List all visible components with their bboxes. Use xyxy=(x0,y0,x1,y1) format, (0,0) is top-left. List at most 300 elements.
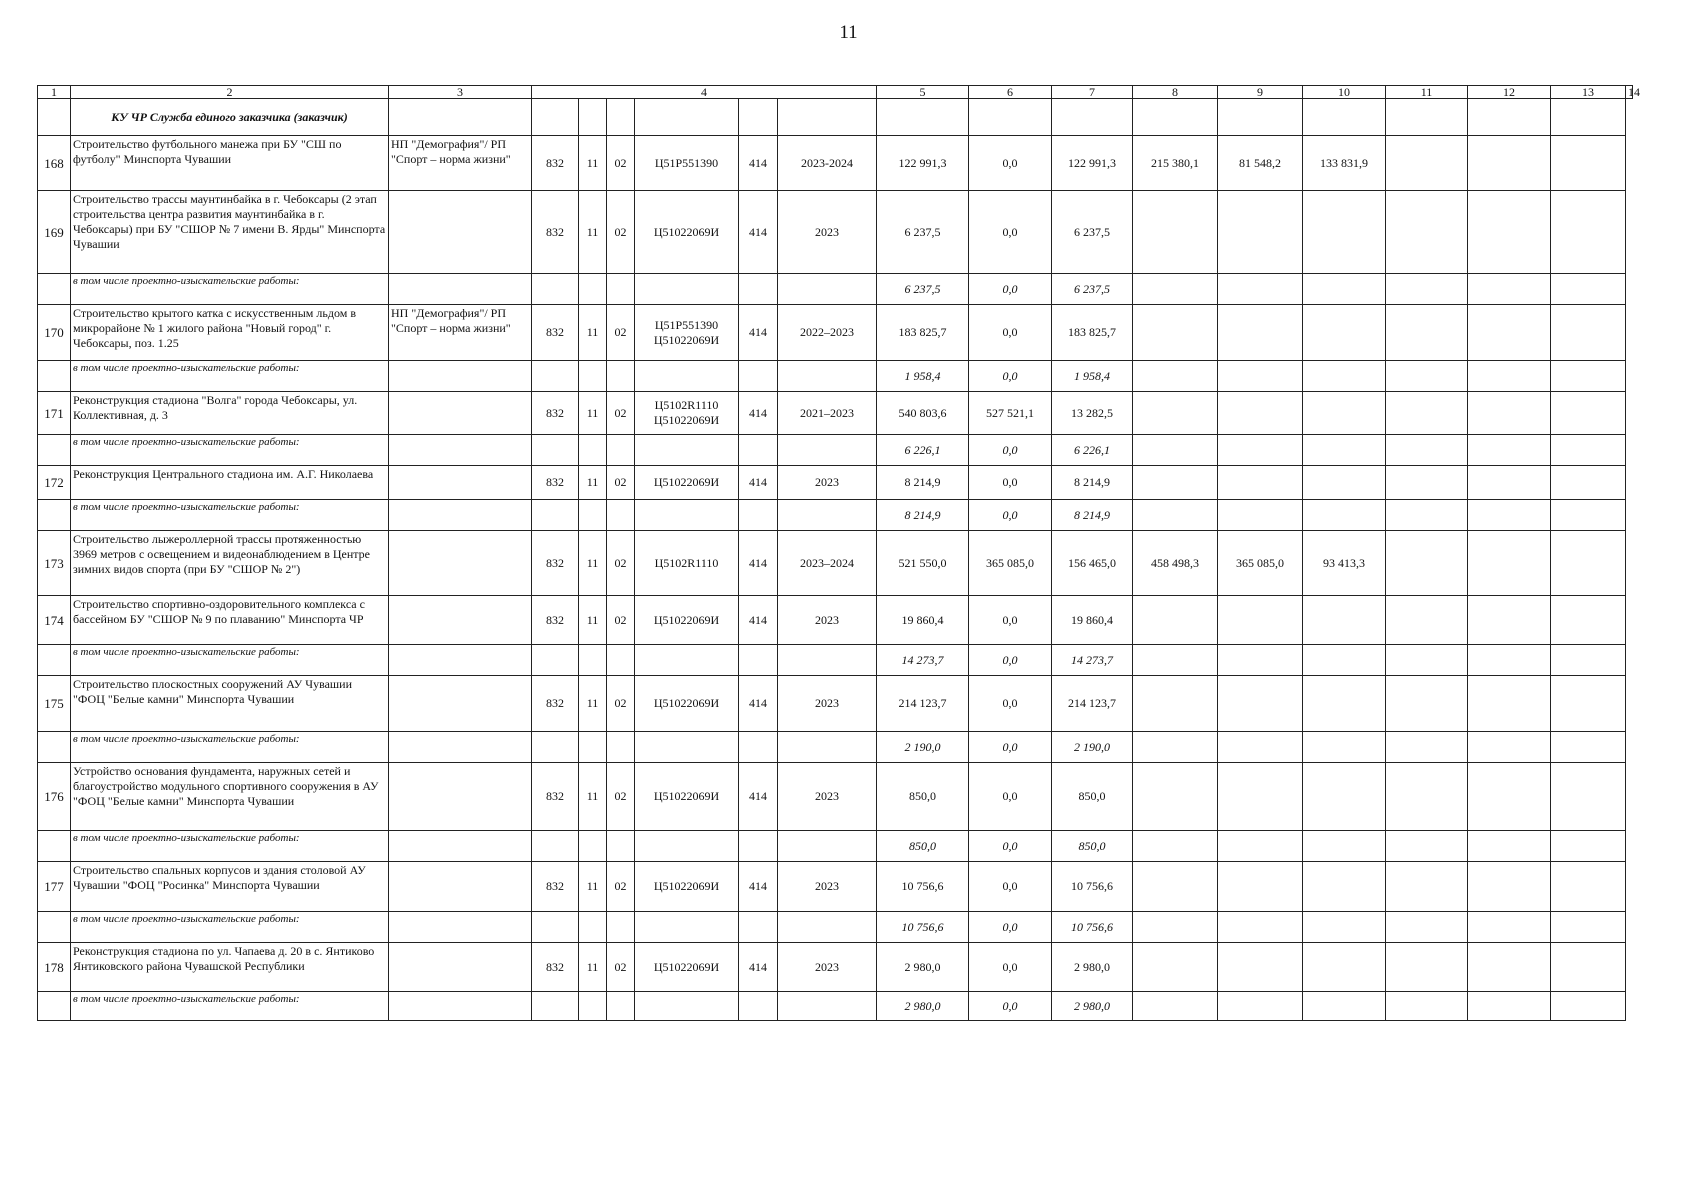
empty-cell xyxy=(969,99,1052,136)
organization-title: КУ ЧР Служба единого заказчика (заказчик) xyxy=(71,99,389,136)
empty-cell xyxy=(739,361,778,392)
subtotal-row xyxy=(38,992,1633,1021)
cell-subsection: 02 xyxy=(607,305,635,361)
empty-cell xyxy=(532,992,579,1021)
empty-cell xyxy=(739,500,778,531)
cell-target: Ц51Р551390 Ц51022069И xyxy=(635,305,739,361)
empty-cell xyxy=(1468,912,1551,943)
column-number: 4 xyxy=(532,86,877,99)
cell-c12 xyxy=(1386,596,1468,645)
column-number: 3 xyxy=(389,86,532,99)
project-row xyxy=(38,676,1633,732)
amount-c8: 6 226,1 xyxy=(1052,435,1133,466)
empty-cell xyxy=(635,831,739,862)
empty-cell xyxy=(1052,99,1133,136)
cell-years: 2023 xyxy=(778,466,877,500)
project-row xyxy=(38,305,1633,361)
empty-cell xyxy=(1551,732,1626,763)
empty-cell xyxy=(877,99,969,136)
empty-cell xyxy=(607,831,635,862)
cell-c8: 156 465,0 xyxy=(1052,531,1133,596)
empty-cell xyxy=(635,992,739,1021)
program-name: НП "Демография"/ РП "Спорт – норма жизни" xyxy=(389,136,532,191)
empty-cell xyxy=(579,274,607,305)
cell-ministry: 832 xyxy=(532,596,579,645)
empty-cell xyxy=(607,645,635,676)
empty-cell xyxy=(579,992,607,1021)
cell-c12 xyxy=(1386,136,1468,191)
cell-c7: 365 085,0 xyxy=(969,531,1052,596)
cell-c8: 13 282,5 xyxy=(1052,392,1133,435)
cell-c11: 93 413,3 xyxy=(1303,531,1386,596)
cell-c14 xyxy=(1551,943,1626,992)
cell-subsection: 02 xyxy=(607,763,635,831)
cell-expense: 414 xyxy=(739,763,778,831)
program-name xyxy=(389,943,532,992)
cell-section: 11 xyxy=(579,191,607,274)
empty-cell xyxy=(579,435,607,466)
empty-cell xyxy=(1218,645,1303,676)
empty-cell xyxy=(635,500,739,531)
subtotal-row xyxy=(38,732,1633,763)
row-number: 171 xyxy=(38,392,71,435)
empty-cell xyxy=(1303,99,1386,136)
empty-cell xyxy=(579,500,607,531)
amount-c6: 14 273,7 xyxy=(877,645,969,676)
cell-ministry: 832 xyxy=(532,531,579,596)
empty-cell xyxy=(532,732,579,763)
cell-subsection: 02 xyxy=(607,136,635,191)
cell-c7: 0,0 xyxy=(969,676,1052,732)
empty-cell xyxy=(38,912,71,943)
empty-cell xyxy=(1133,274,1218,305)
empty-cell xyxy=(778,500,877,531)
cell-ministry: 832 xyxy=(532,763,579,831)
empty-cell xyxy=(1303,274,1386,305)
amount-c7: 0,0 xyxy=(969,645,1052,676)
empty-cell xyxy=(607,912,635,943)
cell-section: 11 xyxy=(579,305,607,361)
row-number: 174 xyxy=(38,596,71,645)
subtotal-row xyxy=(38,361,1633,392)
empty-cell xyxy=(579,645,607,676)
empty-cell xyxy=(778,912,877,943)
cell-c14 xyxy=(1551,305,1626,361)
amount-c6: 1 958,4 xyxy=(877,361,969,392)
cell-subsection: 02 xyxy=(607,466,635,500)
cell-c13 xyxy=(1468,136,1551,191)
empty-cell xyxy=(38,435,71,466)
amount-c6: 2 190,0 xyxy=(877,732,969,763)
empty-cell xyxy=(532,645,579,676)
empty-cell xyxy=(38,274,71,305)
cell-target: Ц51022069И xyxy=(635,676,739,732)
cell-c13 xyxy=(1468,596,1551,645)
subtotal-label: в том числе проектно-изыскательские работы: xyxy=(71,274,389,305)
empty-cell xyxy=(1386,361,1468,392)
empty-cell xyxy=(579,912,607,943)
empty-cell xyxy=(38,732,71,763)
cell-c9 xyxy=(1133,305,1218,361)
cell-c9 xyxy=(1133,943,1218,992)
cell-section: 11 xyxy=(579,943,607,992)
empty-cell xyxy=(1303,500,1386,531)
amount-c6: 2 980,0 xyxy=(877,992,969,1021)
empty-cell xyxy=(532,500,579,531)
empty-cell xyxy=(1551,361,1626,392)
cell-years: 2023 xyxy=(778,676,877,732)
program-name xyxy=(389,763,532,831)
cell-years: 2023-2024 xyxy=(778,136,877,191)
cell-subsection: 02 xyxy=(607,531,635,596)
program-name xyxy=(389,676,532,732)
cell-c14 xyxy=(1551,763,1626,831)
cell-c9 xyxy=(1133,596,1218,645)
subtotal-label: в том числе проектно-изыскательские работы: xyxy=(71,831,389,862)
cell-subsection: 02 xyxy=(607,596,635,645)
empty-cell xyxy=(1218,435,1303,466)
project-row xyxy=(38,392,1633,435)
cell-c9 xyxy=(1133,191,1218,274)
cell-c13 xyxy=(1468,676,1551,732)
cell-expense: 414 xyxy=(739,531,778,596)
empty-cell xyxy=(579,99,607,136)
empty-cell xyxy=(1468,274,1551,305)
empty-cell xyxy=(1468,99,1551,136)
cell-c12 xyxy=(1386,862,1468,912)
program-name xyxy=(389,191,532,274)
empty-cell xyxy=(607,435,635,466)
project-name: Строительство спальных корпусов и здания столовой АУ Чувашии "ФОЦ "Росинка" Минспорта Чувашии xyxy=(71,862,389,912)
cell-subsection: 02 xyxy=(607,676,635,732)
column-number-row xyxy=(38,86,1633,99)
cell-subsection: 02 xyxy=(607,191,635,274)
cell-ministry: 832 xyxy=(532,136,579,191)
amount-c7: 0,0 xyxy=(969,274,1052,305)
cell-c11 xyxy=(1303,305,1386,361)
project-row xyxy=(38,763,1633,831)
cell-c9 xyxy=(1133,466,1218,500)
cell-c8: 183 825,7 xyxy=(1052,305,1133,361)
project-row xyxy=(38,531,1633,596)
cell-target: Ц51022069И xyxy=(635,191,739,274)
empty-cell xyxy=(38,831,71,862)
cell-c10 xyxy=(1218,943,1303,992)
project-row xyxy=(38,943,1633,992)
empty-cell xyxy=(1303,912,1386,943)
empty-cell xyxy=(1133,831,1218,862)
empty-cell xyxy=(778,831,877,862)
cell-c11 xyxy=(1303,862,1386,912)
empty-cell xyxy=(739,435,778,466)
column-number: 1 xyxy=(38,86,71,99)
subtotal-label: в том числе проектно-изыскательские работы: xyxy=(71,500,389,531)
cell-c12 xyxy=(1386,943,1468,992)
subtotal-row xyxy=(38,500,1633,531)
column-number: 14 xyxy=(1626,86,1633,99)
program-name xyxy=(389,596,532,645)
amount-c7: 0,0 xyxy=(969,361,1052,392)
cell-c6: 8 214,9 xyxy=(877,466,969,500)
empty-cell xyxy=(1303,435,1386,466)
empty-cell xyxy=(1386,732,1468,763)
cell-c10: 81 548,2 xyxy=(1218,136,1303,191)
empty-cell xyxy=(38,645,71,676)
cell-target: Ц5102R1110 xyxy=(635,531,739,596)
cell-c6: 850,0 xyxy=(877,763,969,831)
amount-c7: 0,0 xyxy=(969,500,1052,531)
empty-cell xyxy=(607,99,635,136)
cell-c12 xyxy=(1386,466,1468,500)
empty-cell xyxy=(532,831,579,862)
cell-c14 xyxy=(1551,862,1626,912)
empty-cell xyxy=(389,912,532,943)
row-number: 172 xyxy=(38,466,71,500)
cell-c12 xyxy=(1386,531,1468,596)
empty-cell xyxy=(1386,99,1468,136)
empty-cell xyxy=(1303,732,1386,763)
empty-cell xyxy=(1468,831,1551,862)
empty-cell xyxy=(1551,500,1626,531)
cell-c6: 183 825,7 xyxy=(877,305,969,361)
empty-cell xyxy=(1133,732,1218,763)
empty-cell xyxy=(778,99,877,136)
cell-years: 2023 xyxy=(778,763,877,831)
cell-c11 xyxy=(1303,763,1386,831)
cell-section: 11 xyxy=(579,531,607,596)
cell-target: Ц51Р551390 xyxy=(635,136,739,191)
empty-cell xyxy=(1468,361,1551,392)
cell-c6: 540 803,6 xyxy=(877,392,969,435)
empty-cell xyxy=(1468,500,1551,531)
cell-c6: 19 860,4 xyxy=(877,596,969,645)
cell-target: Ц5102R1110 Ц51022069И xyxy=(635,392,739,435)
cell-c7: 0,0 xyxy=(969,191,1052,274)
cell-c13 xyxy=(1468,531,1551,596)
empty-cell xyxy=(389,361,532,392)
empty-cell xyxy=(1133,361,1218,392)
amount-c8: 6 237,5 xyxy=(1052,274,1133,305)
cell-c8: 214 123,7 xyxy=(1052,676,1133,732)
cell-expense: 414 xyxy=(739,392,778,435)
empty-cell xyxy=(607,361,635,392)
empty-cell xyxy=(1386,912,1468,943)
page-number: 11 xyxy=(839,22,858,43)
cell-c10 xyxy=(1218,191,1303,274)
empty-cell xyxy=(1218,361,1303,392)
cell-subsection: 02 xyxy=(607,392,635,435)
cell-target: Ц51022069И xyxy=(635,596,739,645)
cell-c10: 365 085,0 xyxy=(1218,531,1303,596)
empty-cell xyxy=(389,992,532,1021)
cell-expense: 414 xyxy=(739,862,778,912)
column-number: 13 xyxy=(1551,86,1626,99)
cell-c10 xyxy=(1218,305,1303,361)
subtotal-row xyxy=(38,831,1633,862)
cell-section: 11 xyxy=(579,392,607,435)
cell-c8: 19 860,4 xyxy=(1052,596,1133,645)
cell-c8: 122 991,3 xyxy=(1052,136,1133,191)
empty-cell xyxy=(389,435,532,466)
cell-c9 xyxy=(1133,676,1218,732)
empty-cell xyxy=(607,274,635,305)
cell-c6: 10 756,6 xyxy=(877,862,969,912)
column-number: 5 xyxy=(877,86,969,99)
cell-years: 2023 xyxy=(778,596,877,645)
cell-c13 xyxy=(1468,763,1551,831)
empty-cell xyxy=(1133,992,1218,1021)
amount-c8: 14 273,7 xyxy=(1052,645,1133,676)
cell-section: 11 xyxy=(579,596,607,645)
amount-c6: 850,0 xyxy=(877,831,969,862)
empty-cell xyxy=(1133,435,1218,466)
cell-c12 xyxy=(1386,763,1468,831)
project-row xyxy=(38,596,1633,645)
subtotal-label: в том числе проектно-изыскательские работы: xyxy=(71,435,389,466)
cell-c10 xyxy=(1218,862,1303,912)
subtotal-row xyxy=(38,912,1633,943)
empty-cell xyxy=(1218,99,1303,136)
amount-c8: 10 756,6 xyxy=(1052,912,1133,943)
cell-target: Ц51022069И xyxy=(635,862,739,912)
empty-cell xyxy=(389,99,532,136)
cell-c12 xyxy=(1386,676,1468,732)
project-name: Реконструкция стадиона "Волга" города Чебоксары, ул. Коллективная, д. 3 xyxy=(71,392,389,435)
cell-ministry: 832 xyxy=(532,392,579,435)
cell-c9 xyxy=(1133,862,1218,912)
cell-c11 xyxy=(1303,392,1386,435)
empty-cell xyxy=(778,645,877,676)
amount-c8: 8 214,9 xyxy=(1052,500,1133,531)
empty-cell xyxy=(1468,992,1551,1021)
project-row xyxy=(38,862,1633,912)
subtotal-row xyxy=(38,435,1633,466)
cell-c13 xyxy=(1468,392,1551,435)
amount-c7: 0,0 xyxy=(969,732,1052,763)
cell-c12 xyxy=(1386,191,1468,274)
column-number: 9 xyxy=(1218,86,1303,99)
empty-cell xyxy=(1218,732,1303,763)
empty-cell xyxy=(778,361,877,392)
column-number: 8 xyxy=(1133,86,1218,99)
empty-cell xyxy=(1303,831,1386,862)
organization-row xyxy=(38,99,1633,136)
cell-c10 xyxy=(1218,596,1303,645)
cell-c11 xyxy=(1303,943,1386,992)
empty-cell xyxy=(635,435,739,466)
empty-cell xyxy=(1551,274,1626,305)
amount-c7: 0,0 xyxy=(969,435,1052,466)
empty-cell xyxy=(389,645,532,676)
subtotal-label: в том числе проектно-изыскательские работы: xyxy=(71,645,389,676)
empty-cell xyxy=(1303,992,1386,1021)
empty-cell xyxy=(739,645,778,676)
program-name xyxy=(389,466,532,500)
empty-cell xyxy=(579,361,607,392)
empty-cell xyxy=(1386,831,1468,862)
column-number: 7 xyxy=(1052,86,1133,99)
subtotal-label: в том числе проектно-изыскательские работы: xyxy=(71,992,389,1021)
column-number: 2 xyxy=(71,86,389,99)
cell-c14 xyxy=(1551,466,1626,500)
cell-c9: 458 498,3 xyxy=(1133,531,1218,596)
project-name: Строительство лыжероллерной трассы протяженностью 3969 метров с освещением и видеонаблюдением в Центре зимних видов спорта (при БУ "СШОР № 2") xyxy=(71,531,389,596)
budget-table xyxy=(37,85,1641,1021)
empty-cell xyxy=(1551,645,1626,676)
cell-c10 xyxy=(1218,392,1303,435)
cell-c8: 2 980,0 xyxy=(1052,943,1133,992)
cell-c10 xyxy=(1218,676,1303,732)
empty-cell xyxy=(389,500,532,531)
subtotal-row xyxy=(38,274,1633,305)
cell-ministry: 832 xyxy=(532,305,579,361)
amount-c8: 2 980,0 xyxy=(1052,992,1133,1021)
cell-c10 xyxy=(1218,763,1303,831)
empty-cell xyxy=(635,732,739,763)
amount-c8: 850,0 xyxy=(1052,831,1133,862)
cell-c6: 2 980,0 xyxy=(877,943,969,992)
empty-cell xyxy=(1551,912,1626,943)
empty-cell xyxy=(1468,732,1551,763)
cell-c14 xyxy=(1551,676,1626,732)
empty-cell xyxy=(532,435,579,466)
project-name: Строительство плоскостных сооружений АУ Чувашии "ФОЦ "Белые камни" Минспорта Чувашии xyxy=(71,676,389,732)
empty-cell xyxy=(1551,99,1626,136)
cell-c11: 133 831,9 xyxy=(1303,136,1386,191)
empty-cell xyxy=(1218,992,1303,1021)
amount-c8: 1 958,4 xyxy=(1052,361,1133,392)
empty-cell xyxy=(635,361,739,392)
cell-ministry: 832 xyxy=(532,676,579,732)
empty-cell xyxy=(1303,645,1386,676)
column-number: 11 xyxy=(1386,86,1468,99)
cell-c7: 527 521,1 xyxy=(969,392,1052,435)
cell-subsection: 02 xyxy=(607,943,635,992)
cell-years: 2023 xyxy=(778,862,877,912)
cell-c11 xyxy=(1303,466,1386,500)
cell-c7: 0,0 xyxy=(969,596,1052,645)
empty-cell xyxy=(778,992,877,1021)
cell-c11 xyxy=(1303,596,1386,645)
empty-cell xyxy=(1386,435,1468,466)
empty-cell xyxy=(1133,645,1218,676)
empty-cell xyxy=(38,361,71,392)
cell-c9: 215 380,1 xyxy=(1133,136,1218,191)
row-number: 169 xyxy=(38,191,71,274)
empty-cell xyxy=(38,500,71,531)
row-number: 177 xyxy=(38,862,71,912)
cell-c12 xyxy=(1386,305,1468,361)
cell-section: 11 xyxy=(579,466,607,500)
empty-cell xyxy=(38,992,71,1021)
empty-cell xyxy=(635,274,739,305)
program-name: НП "Демография"/ РП "Спорт – норма жизни" xyxy=(389,305,532,361)
amount-c6: 8 214,9 xyxy=(877,500,969,531)
amount-c6: 6 226,1 xyxy=(877,435,969,466)
row-number: 168 xyxy=(38,136,71,191)
cell-expense: 414 xyxy=(739,943,778,992)
program-name xyxy=(389,531,532,596)
cell-c13 xyxy=(1468,305,1551,361)
empty-cell xyxy=(1303,361,1386,392)
empty-cell xyxy=(635,645,739,676)
cell-c11 xyxy=(1303,676,1386,732)
cell-c12 xyxy=(1386,392,1468,435)
cell-section: 11 xyxy=(579,862,607,912)
empty-cell xyxy=(1218,912,1303,943)
cell-c7: 0,0 xyxy=(969,943,1052,992)
subtotal-label: в том числе проектно-изыскательские работы: xyxy=(71,732,389,763)
